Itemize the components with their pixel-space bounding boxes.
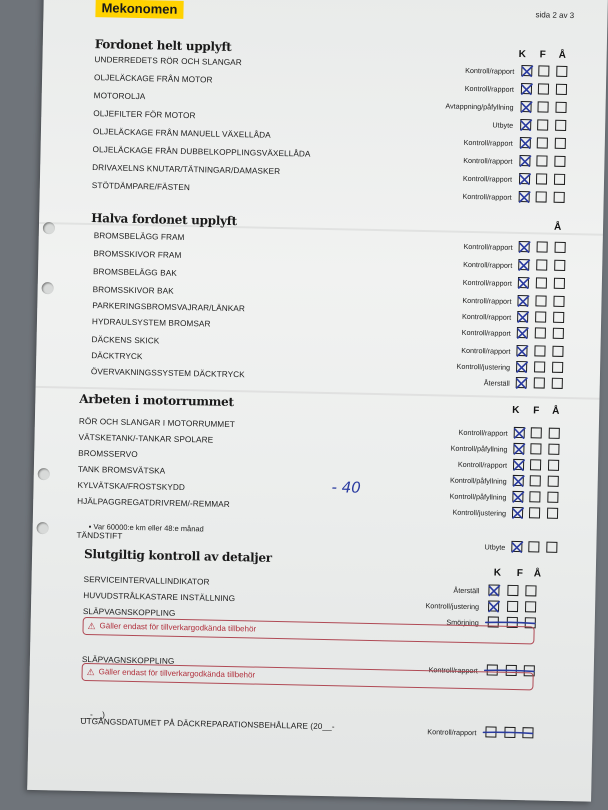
page-number: sida 2 av 3	[535, 10, 575, 21]
row-label: HUVUDSTRÅLKASTARE INSTÄLLNING	[83, 590, 236, 604]
row-label: BROMSBELÄGG BAK	[92, 267, 177, 278]
checkbox-f[interactable]	[536, 191, 547, 202]
checkbox-a[interactable]	[555, 138, 566, 149]
checkbox-a[interactable]	[554, 174, 565, 185]
column-f-header: F	[533, 405, 540, 417]
section-title: Fordonet helt upplyft	[94, 37, 232, 54]
row-label: SERVICEINTERVALLINDIKATOR	[83, 574, 210, 587]
checkbox-f[interactable]	[535, 327, 546, 338]
row-label: OLJELÄCKAGE FRÅN MOTOR	[93, 73, 213, 85]
row-action: Återställ	[483, 378, 510, 388]
checkbox-f[interactable]	[530, 475, 541, 486]
checkbox-f[interactable]	[537, 137, 548, 148]
checkbox-f[interactable]	[536, 277, 547, 288]
car-icon: ▪	[88, 522, 92, 532]
section-title: Slutgiltig kontroll av detaljer	[83, 546, 272, 565]
checkbox-f[interactable]	[530, 459, 541, 470]
checkbox-f[interactable]	[535, 295, 546, 306]
row-action: Kontroll/rapport	[458, 427, 508, 438]
checkbox-a[interactable]	[554, 260, 565, 271]
checkbox-a[interactable]	[547, 508, 558, 519]
row-label: BROMSSKIVOR BAK	[92, 285, 174, 296]
warning-text: Gäller endast för tillverkargodkända tillbehör	[98, 667, 256, 680]
row-label: DRIVAXELNS KNUTAR/TÄTNINGAR/DAMASKER	[92, 163, 281, 176]
checkbox-f[interactable]	[536, 173, 547, 184]
row-action: Kontroll/rapport	[463, 155, 513, 166]
checkbox-a[interactable]	[549, 428, 560, 439]
row-action: Kontroll/rapport	[462, 191, 512, 202]
column-a-header: Å	[533, 568, 542, 580]
row-label: DÄCKTRYCK	[91, 351, 143, 362]
check-mark	[517, 258, 531, 272]
checkbox-a[interactable]	[552, 378, 563, 389]
check-mark	[520, 64, 534, 78]
checkbox-a[interactable]	[548, 444, 559, 455]
checklist-page	[27, 0, 608, 802]
row-action: Kontroll/rapport	[464, 83, 515, 94]
checkbox-f[interactable]	[507, 585, 518, 596]
binder-hole	[42, 282, 54, 294]
row-label: MOTOROLJA	[93, 91, 146, 102]
row-label: HJÄLPAGGREGATDRIVREM/-REMMAR	[77, 496, 230, 510]
check-mark	[512, 458, 526, 472]
row-label: OLJELÄCKAGE FRÅN DUBBELKOPPLINGSVÄXELLÅDA	[92, 145, 311, 159]
checkbox-a[interactable]	[547, 492, 558, 503]
checkbox-f[interactable]	[534, 345, 545, 356]
checkbox-a[interactable]	[525, 601, 536, 612]
checkbox-a[interactable]	[552, 362, 563, 373]
row-label: TANK BROMSVÄTSKA	[77, 464, 166, 476]
checkbox-a[interactable]	[556, 66, 567, 77]
row-action: Utbyte	[484, 542, 506, 552]
row-action: Kontroll/rapport	[457, 459, 508, 470]
column-k-header: K	[493, 567, 502, 579]
check-mark	[516, 326, 530, 340]
checkbox-f[interactable]	[537, 101, 548, 112]
checkbox-a[interactable]	[555, 120, 566, 131]
row-action: Kontroll/justering	[452, 507, 507, 518]
row-action: Kontroll/rapport	[462, 277, 512, 288]
row-action: Kontroll/rapport	[461, 311, 512, 322]
checkbox-f[interactable]	[531, 427, 542, 438]
check-mark	[515, 360, 529, 374]
check-mark	[518, 190, 532, 204]
checkbox-f[interactable]	[537, 119, 548, 130]
column-k-header: K	[518, 48, 527, 61]
check-mark	[517, 276, 531, 290]
row-action: Kontroll/rapport	[461, 327, 511, 338]
checkbox-f[interactable]	[538, 65, 549, 76]
column-a-header: Å	[558, 49, 567, 61]
check-mark	[519, 136, 533, 150]
column-k-header: K	[512, 404, 520, 417]
row-label: BROMSSKIVOR FRAM	[93, 249, 182, 260]
row-action: Utbyte	[492, 120, 514, 130]
column-a-header: Å	[553, 221, 562, 233]
checkbox-f[interactable]	[538, 83, 549, 94]
row-action: Kontroll/rapport	[462, 295, 512, 306]
row-label: STÖTDÄMPARE/FÄSTEN	[91, 181, 190, 193]
check-mark	[513, 426, 527, 440]
column-f-header: F	[539, 49, 546, 61]
row-action: Kontroll/påfyllning	[449, 491, 507, 502]
checkbox-f[interactable]	[529, 491, 540, 502]
row-label: PARKERINGSBROMSVAJRAR/LÄNKAR	[92, 301, 246, 314]
row-action: Kontroll/rapport	[463, 241, 513, 252]
check-mark	[512, 474, 526, 488]
checkbox-a[interactable]	[525, 585, 536, 596]
check-mark	[520, 82, 534, 96]
row-action: Kontroll/rapport	[463, 137, 513, 148]
row-label: SLÄPVAGNSKOPPLING	[82, 606, 176, 618]
row-action: Kontroll/rapport	[427, 727, 477, 738]
row-action: Avtappning/påfyllning	[445, 101, 514, 112]
check-mark	[516, 294, 530, 308]
warning-icon: ⚠	[87, 621, 96, 632]
checkbox-f[interactable]	[528, 541, 539, 552]
check-mark	[519, 118, 533, 132]
checkbox-f[interactable]	[534, 377, 545, 388]
check-mark	[518, 172, 532, 186]
checkbox-f[interactable]	[530, 443, 541, 454]
warning-icon: ⚠	[86, 667, 95, 678]
checkbox-f[interactable]	[537, 241, 548, 252]
check-mark	[516, 310, 530, 324]
binder-hole	[38, 468, 50, 480]
row-label: KYLVÄTSKA/FROSTSKYDD	[77, 480, 186, 493]
row-action: Återställ	[453, 585, 480, 596]
row-action: Kontroll/påfyllning	[450, 443, 508, 454]
row-label: BROMSSERVO	[78, 448, 138, 460]
checkbox-a[interactable]	[553, 328, 564, 339]
strike-through-mark	[482, 725, 534, 740]
check-mark	[511, 490, 525, 504]
check-mark	[515, 376, 529, 390]
tandstift-note-text: Var 60000:e km eller 48:e månad	[93, 522, 204, 534]
check-mark	[517, 240, 531, 254]
checkbox-a[interactable]	[554, 192, 565, 203]
checkbox-f[interactable]	[536, 259, 547, 270]
checkbox-f[interactable]	[529, 507, 540, 518]
row-label: BROMSBELÄGG FRAM	[93, 231, 185, 242]
row-action: Kontroll/rapport	[463, 259, 513, 270]
warning-text: Gäller endast för tillverkargodkända tillbehör	[99, 621, 257, 634]
checkbox-a[interactable]	[555, 242, 566, 253]
handwritten-note: - 40	[331, 478, 362, 497]
row-action: Smörjning	[446, 617, 479, 628]
checkbox-a[interactable]	[556, 84, 567, 95]
check-mark	[487, 599, 501, 613]
row-label: OLJEFILTER FÖR MOTOR	[93, 109, 196, 121]
row-action: Kontroll/justering	[425, 601, 480, 612]
checkbox-a[interactable]	[552, 346, 563, 357]
brand-logo: Mekonomen	[95, 0, 183, 19]
checkbox-f[interactable]	[507, 601, 518, 612]
row-action: Kontroll/rapport	[428, 665, 478, 676]
checkbox-f[interactable]	[534, 361, 545, 372]
checkbox-a[interactable]	[553, 312, 564, 323]
row-label: DÄCKENS SKICK	[91, 335, 160, 346]
row-action: Kontroll/justering	[456, 361, 511, 372]
row-label: UTGÅNGSDATUMET PÅ DÄCKREPARATIONSBEHÅLLARE (20__-	[80, 716, 335, 732]
row-action: Kontroll/rapport	[465, 65, 515, 76]
check-mark	[487, 583, 501, 597]
date-suffix: __-__)	[80, 709, 106, 720]
check-mark	[515, 344, 529, 358]
section-title: Arbeten i motorrummet	[79, 391, 234, 410]
checkbox-a[interactable]	[546, 542, 557, 553]
row-label: VÄTSKETANK/-TANKAR SPOLARE	[78, 432, 214, 445]
checkbox-f[interactable]	[536, 155, 547, 166]
row-label: HYDRAULSYSTEM BROMSAR	[91, 317, 211, 329]
check-mark	[510, 540, 524, 554]
check-mark	[511, 506, 525, 520]
checkbox-a[interactable]	[548, 476, 559, 487]
row-action: Kontroll/påfyllning	[449, 475, 507, 486]
row-label: SLÄPVAGNSKOPPLING	[81, 654, 175, 666]
checkbox-a[interactable]	[553, 296, 564, 307]
column-a-header: Å	[552, 405, 560, 417]
checkbox-a[interactable]	[554, 156, 565, 167]
row-action: Kontroll/rapport	[462, 173, 513, 184]
checkbox-a[interactable]	[548, 460, 559, 471]
row-label: ÖVERVAKNINGSSYSTEM DÄCKTRYCK	[90, 367, 245, 380]
section-title: Halva fordonet upplyft	[91, 211, 237, 229]
row-label: TÄNDSTIFT	[76, 530, 123, 541]
row-label: OLJELÄCKAGE FRÅN MANUELL VÄXELLÅDA	[92, 127, 271, 140]
row-label: UNDERREDETS RÖR OCH SLANGAR	[94, 55, 242, 68]
check-mark	[519, 100, 533, 114]
checkbox-a[interactable]	[555, 102, 566, 113]
row-action: Kontroll/rapport	[461, 345, 511, 356]
check-mark	[512, 442, 526, 456]
binder-hole	[43, 222, 55, 234]
row-label: RÖR OCH SLANGAR I MOTORRUMMET	[78, 416, 235, 430]
column-f-header: F	[516, 568, 524, 580]
binder-hole	[37, 522, 49, 534]
checkbox-f[interactable]	[535, 311, 546, 322]
checkbox-a[interactable]	[554, 278, 565, 289]
check-mark	[518, 154, 532, 168]
